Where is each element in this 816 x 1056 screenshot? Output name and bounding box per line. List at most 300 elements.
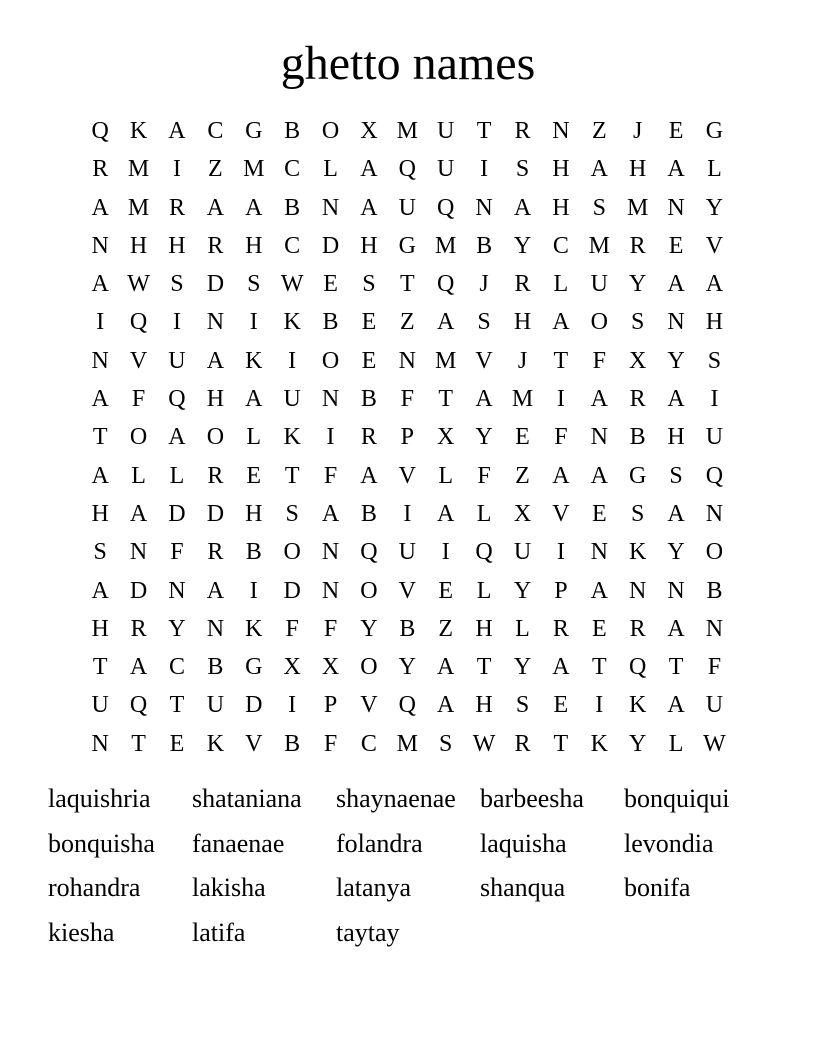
grid-letter: J (632, 118, 643, 144)
grid-letter: L (323, 156, 338, 183)
grid-letter: I (249, 309, 258, 336)
word-list-item: shataniana (192, 784, 302, 813)
grid-letter: I (556, 386, 565, 413)
grid-letter: A (321, 500, 340, 527)
grid-letter: L (553, 271, 569, 298)
grid-letter: Q (91, 118, 109, 144)
grid-letter: S (707, 347, 722, 374)
grid-letter: A (206, 194, 225, 221)
grid-letter: F (400, 386, 414, 413)
grid-letter: N (168, 577, 186, 604)
grid-letter: L (707, 156, 722, 183)
grid-letter: E (668, 232, 684, 259)
word-list-item: latifa (192, 918, 246, 948)
grid-letter: C (207, 118, 224, 144)
grid-letter: F (592, 347, 606, 374)
grid-letter: I (172, 156, 181, 183)
grid-letter: H (91, 500, 109, 527)
grid-letter: N (628, 577, 647, 604)
grid-letter: S (285, 500, 299, 527)
grid-letter: V (398, 577, 416, 604)
grid-letter: E (515, 424, 530, 451)
grid-letter: N (321, 194, 340, 221)
grid-letter: H (245, 500, 263, 527)
grid-letter: T (438, 386, 454, 413)
grid-letter: D (206, 271, 225, 298)
grid-letter: A (590, 577, 608, 604)
grid-letter: E (553, 692, 569, 719)
grid-letter: A (206, 347, 225, 374)
grid-letter: L (476, 577, 492, 604)
grid-letter: E (668, 118, 684, 144)
grid-letter: Y (513, 232, 532, 259)
grid-letter: S (439, 730, 453, 757)
grid-letter: A (91, 271, 109, 298)
grid-letter: T (131, 730, 146, 757)
grid-letter: A (667, 156, 685, 183)
grid-letter: U (513, 539, 532, 566)
grid-letter: I (326, 424, 335, 451)
grid-letter: D (321, 232, 340, 259)
grid-letter: Q (437, 271, 455, 298)
grid-letter: E (169, 730, 185, 757)
grid-letter: B (360, 500, 377, 527)
grid-letter: R (130, 615, 147, 642)
grid-letter: A (667, 692, 685, 719)
grid-letter: Q (398, 692, 416, 719)
grid-letter: N (206, 309, 225, 336)
grid-letter: V (129, 347, 148, 374)
grid-letter: C (552, 232, 569, 259)
grid-letter: Y (398, 654, 416, 681)
grid-letter: V (245, 730, 263, 757)
grid-letter: G (705, 118, 724, 144)
grid-letter: A (437, 500, 455, 527)
grid-letter: S (247, 271, 261, 298)
grid-letter: Z (591, 118, 607, 144)
grid-letter: S (515, 156, 530, 183)
grid-letter: V (398, 462, 416, 489)
grid-letter: O (590, 309, 608, 336)
grid-letter: Q (628, 654, 647, 681)
grid-letter: F (554, 424, 568, 451)
grid-letter: M (435, 232, 457, 259)
grid-letter: G (398, 232, 416, 259)
grid-letter: S (170, 271, 184, 298)
grid-letter: A (705, 271, 724, 298)
grid-letter: E (438, 577, 454, 604)
grid-letter: R (207, 539, 224, 566)
word-list-item: kiesha (48, 918, 115, 948)
grid-letter: K (245, 615, 263, 642)
grid-letter: N (475, 194, 493, 221)
word-list-item: levondia (624, 828, 714, 858)
grid-letter: Y (705, 194, 724, 221)
grid-letter: A (168, 424, 186, 451)
grid-letter: Z (208, 156, 223, 183)
grid-letter: M (243, 156, 265, 183)
grid-letter: N (91, 232, 109, 259)
grid-letter: H (475, 692, 493, 719)
grid-letter: A (91, 386, 109, 413)
grid-letter: A (552, 309, 570, 336)
grid-letter: R (207, 232, 224, 259)
grid-letter: A (513, 194, 532, 221)
grid-letter: H (91, 615, 109, 642)
grid-letter: T (399, 271, 415, 298)
grid-letter: A (91, 194, 109, 221)
word-list-item: laquisha (480, 828, 567, 858)
grid-letter: A (552, 462, 570, 489)
grid-letter: B (629, 424, 646, 451)
grid-letter: D (245, 692, 263, 719)
grid-letter: L (668, 730, 684, 757)
grid-letter: R (514, 271, 531, 298)
grid-letter: Y (513, 654, 532, 681)
grid-letter: N (129, 539, 148, 566)
grid-letter: S (515, 692, 530, 719)
grid-letter: R (207, 462, 224, 489)
grid-letter: Y (667, 539, 685, 566)
grid-letter: B (207, 654, 224, 681)
grid-letter: C (168, 654, 185, 681)
grid-letter: T (284, 462, 300, 489)
grid-letter: W (472, 730, 496, 757)
grid-letter: F (323, 730, 338, 757)
grid-letter: R (629, 232, 646, 259)
grid-letter: Q (475, 539, 493, 566)
grid-letter: L (515, 615, 530, 642)
grid-letter: F (170, 539, 184, 566)
grid-letter: Z (399, 309, 415, 336)
grid-letter: D (129, 577, 148, 604)
grid-letter: N (667, 577, 685, 604)
grid-letter: E (323, 271, 338, 298)
grid-letter: K (283, 309, 301, 336)
grid-letter: A (129, 654, 148, 681)
grid-letter: W (703, 730, 726, 757)
grid-letter: K (129, 118, 148, 144)
grid-letter: U (283, 386, 301, 413)
grid-letter: R (629, 615, 646, 642)
grid-letter: H (360, 232, 378, 259)
letter-grid (81, 112, 734, 763)
grid-letter: D (283, 577, 301, 604)
grid-letter: W (280, 271, 304, 298)
grid-letter: I (249, 577, 258, 604)
grid-letter: E (361, 309, 377, 336)
grid-letter: N (590, 539, 608, 566)
grid-letter: Q (437, 194, 455, 221)
grid-letter: F (477, 462, 491, 489)
grid-letter: B (284, 194, 301, 221)
grid-letter: N (91, 730, 109, 757)
grid-letter: F (323, 462, 338, 489)
grid-letter: T (668, 654, 684, 681)
grid-letter: D (168, 500, 186, 527)
grid-letter: F (285, 615, 299, 642)
grid-letter: T (169, 692, 185, 719)
grid-letter: T (553, 730, 569, 757)
word-list-item: laquishria (48, 784, 151, 813)
grid-letter: X (437, 424, 455, 451)
grid-letter: U (590, 271, 608, 298)
word-list-item: folandra (336, 828, 423, 858)
grid-letter: N (552, 118, 570, 144)
grid-letter: N (667, 194, 685, 221)
grid-letter: L (169, 462, 185, 489)
grid-letter: Y (475, 424, 493, 451)
grid-letter: R (629, 386, 646, 413)
grid-letter: Y (628, 730, 647, 757)
grid-letter: P (400, 424, 414, 451)
grid-letter: A (437, 309, 455, 336)
grid-letter: I (288, 692, 297, 719)
grid-letter: A (667, 386, 685, 413)
grid-letter: F (131, 386, 146, 413)
grid-letter: Z (438, 615, 454, 642)
word-list-item: shanqua (480, 873, 566, 903)
grid-letter: R (552, 615, 569, 642)
grid-letter: L (438, 462, 454, 489)
grid-letter: H (129, 232, 148, 259)
grid-letter: T (92, 654, 108, 681)
grid-letter: H (705, 309, 724, 336)
grid-letter: N (705, 615, 724, 642)
grid-letter: Q (705, 462, 724, 489)
grid-letter: T (476, 118, 492, 144)
grid-letter: H (206, 386, 225, 413)
grid-letter: M (127, 194, 150, 221)
grid-letter: T (591, 654, 607, 681)
grid-letter: N (91, 347, 109, 374)
grid-letter: X (283, 654, 301, 681)
grid-letter: S (669, 462, 683, 489)
grid-letter: M (511, 386, 534, 413)
grid-letter: O (206, 424, 225, 451)
grid-letter: X (513, 500, 532, 527)
grid-letter: X (360, 118, 378, 144)
word-list-item: lakisha (192, 873, 266, 903)
grid-letter: A (129, 500, 148, 527)
grid-letter: R (92, 156, 109, 183)
grid-letter: H (245, 232, 263, 259)
grid-letter: O (321, 118, 340, 144)
grid-letter: G (245, 118, 263, 144)
grid-letter: J (517, 347, 528, 374)
grid-letter: H (552, 194, 570, 221)
grid-letter: S (630, 500, 645, 527)
grid-letter: H (628, 156, 647, 183)
grid-letter: K (590, 730, 608, 757)
grid-letter: A (590, 462, 608, 489)
grid-letter: C (360, 730, 377, 757)
word-list-item: barbeesha (480, 784, 584, 813)
word-list-item: bonifa (624, 873, 691, 903)
grid-letter: B (284, 118, 301, 144)
grid-letter: U (437, 156, 455, 183)
grid-letter: U (437, 118, 455, 144)
grid-letter: Z (515, 462, 530, 489)
grid-letter: Y (667, 347, 685, 374)
grid-letter: U (91, 692, 109, 719)
grid-letter: G (245, 654, 263, 681)
grid-letter: Q (360, 539, 378, 566)
grid-letter: H (168, 232, 186, 259)
grid-letter: A (360, 194, 378, 221)
grid-letter: O (283, 539, 301, 566)
grid-letter: B (284, 730, 301, 757)
grid-letter: T (553, 347, 569, 374)
grid-letter: U (398, 539, 416, 566)
grid-letter: C (284, 232, 301, 259)
grid-letter: A (360, 156, 378, 183)
word-list-item: rohandra (48, 873, 141, 903)
grid-letter: I (480, 156, 489, 183)
grid-letter: J (479, 271, 489, 298)
grid-letter: B (706, 577, 723, 604)
grid-letter: A (475, 386, 493, 413)
grid-letter: L (131, 462, 146, 489)
page-title: ghetto names (280, 37, 536, 90)
grid-letter: M (396, 118, 418, 144)
grid-letter: Y (360, 615, 378, 642)
grid-letter: B (399, 615, 416, 642)
grid-letter: F (323, 615, 338, 642)
grid-letter: U (705, 692, 724, 719)
grid-letter: R (514, 730, 531, 757)
grid-letter: R (514, 118, 531, 144)
grid-letter: L (476, 500, 492, 527)
grid-letter: M (396, 730, 418, 757)
word-list-item: taytay (336, 918, 400, 948)
grid-letter: S (477, 309, 491, 336)
grid-letter: I (595, 692, 604, 719)
grid-letter: A (91, 462, 109, 489)
grid-letter: U (705, 424, 724, 451)
grid-letter: P (323, 692, 338, 719)
grid-letter: I (556, 539, 565, 566)
grid-letter: K (206, 730, 225, 757)
grid-letter: K (245, 347, 263, 374)
grid-letter: O (360, 654, 378, 681)
grid-letter: X (628, 347, 647, 374)
grid-letter: V (705, 232, 724, 259)
grid-letter: V (552, 500, 570, 527)
grid-letter: N (398, 347, 416, 374)
grid-letter: R (360, 424, 377, 451)
grid-letter: T (92, 424, 108, 451)
grid-letter: A (667, 615, 685, 642)
grid-letter: F (707, 654, 722, 681)
grid-letter: C (284, 156, 301, 183)
grid-letter: V (475, 347, 493, 374)
grid-letter: Y (513, 577, 532, 604)
grid-letter: S (362, 271, 376, 298)
grid-letter: H (475, 615, 493, 642)
grid-letter: K (283, 424, 301, 451)
grid-letter: A (91, 577, 109, 604)
grid-letter: A (206, 577, 225, 604)
grid-letter: A (245, 386, 263, 413)
grid-letter: U (206, 692, 225, 719)
word-list-item: bonquisha (48, 828, 155, 858)
grid-letter: Y (628, 271, 647, 298)
grid-letter: B (245, 539, 262, 566)
grid-letter: N (667, 309, 685, 336)
grid-letter: A (245, 194, 263, 221)
grid-letter: H (667, 424, 685, 451)
grid-letter: I (288, 347, 297, 374)
grid-letter: M (626, 194, 649, 221)
grid-letter: V (360, 692, 378, 719)
grid-letter: A (437, 692, 455, 719)
grid-letter: N (321, 577, 340, 604)
grid-letter: S (592, 194, 606, 221)
grid-letter: X (321, 654, 340, 681)
grid-letter: Q (168, 386, 186, 413)
grid-letter: W (127, 271, 150, 298)
grid-letter: N (321, 539, 340, 566)
grid-letter: K (628, 539, 647, 566)
grid-letter: M (435, 347, 457, 374)
grid-letter: U (168, 347, 186, 374)
grid-letter: H (513, 309, 532, 336)
grid-letter: I (710, 386, 719, 413)
grid-letter: D (206, 500, 225, 527)
grid-letter: O (321, 347, 340, 374)
grid-letter: M (588, 232, 610, 259)
grid-letter: A (437, 654, 455, 681)
grid-letter: Q (129, 309, 148, 336)
grid-letter: N (321, 386, 340, 413)
grid-letter: A (667, 271, 685, 298)
grid-letter: S (630, 309, 645, 336)
word-list-item: latanya (336, 873, 412, 903)
grid-letter: N (206, 615, 225, 642)
grid-letter: I (96, 309, 105, 336)
grid-letter: I (403, 500, 412, 527)
grid-letter: B (322, 309, 339, 336)
grid-letter: H (552, 156, 570, 183)
grid-letter: I (441, 539, 450, 566)
grid-letter: O (129, 424, 148, 451)
grid-letter: G (628, 462, 647, 489)
grid-letter: B (360, 386, 377, 413)
grid-letter: N (705, 500, 724, 527)
grid-letter: R (168, 194, 185, 221)
grid-letter: N (590, 424, 608, 451)
grid-letter: E (246, 462, 262, 489)
word-list-item: shaynaenae (336, 784, 456, 813)
grid-letter: O (360, 577, 378, 604)
grid-letter: Q (129, 692, 148, 719)
grid-letter: I (172, 309, 181, 336)
grid-letter: T (476, 654, 492, 681)
grid-letter: A (552, 654, 570, 681)
grid-letter: Q (398, 156, 416, 183)
grid-letter: A (360, 462, 378, 489)
grid-letter: S (93, 539, 107, 566)
word-list-item: bonquiqui (624, 784, 730, 813)
grid-letter: U (398, 194, 416, 221)
grid-letter: P (554, 577, 568, 604)
grid-letter: E (361, 347, 377, 374)
grid-letter: A (590, 156, 608, 183)
grid-letter: E (591, 615, 607, 642)
grid-letter: E (591, 500, 607, 527)
grid-letter: M (127, 156, 150, 183)
